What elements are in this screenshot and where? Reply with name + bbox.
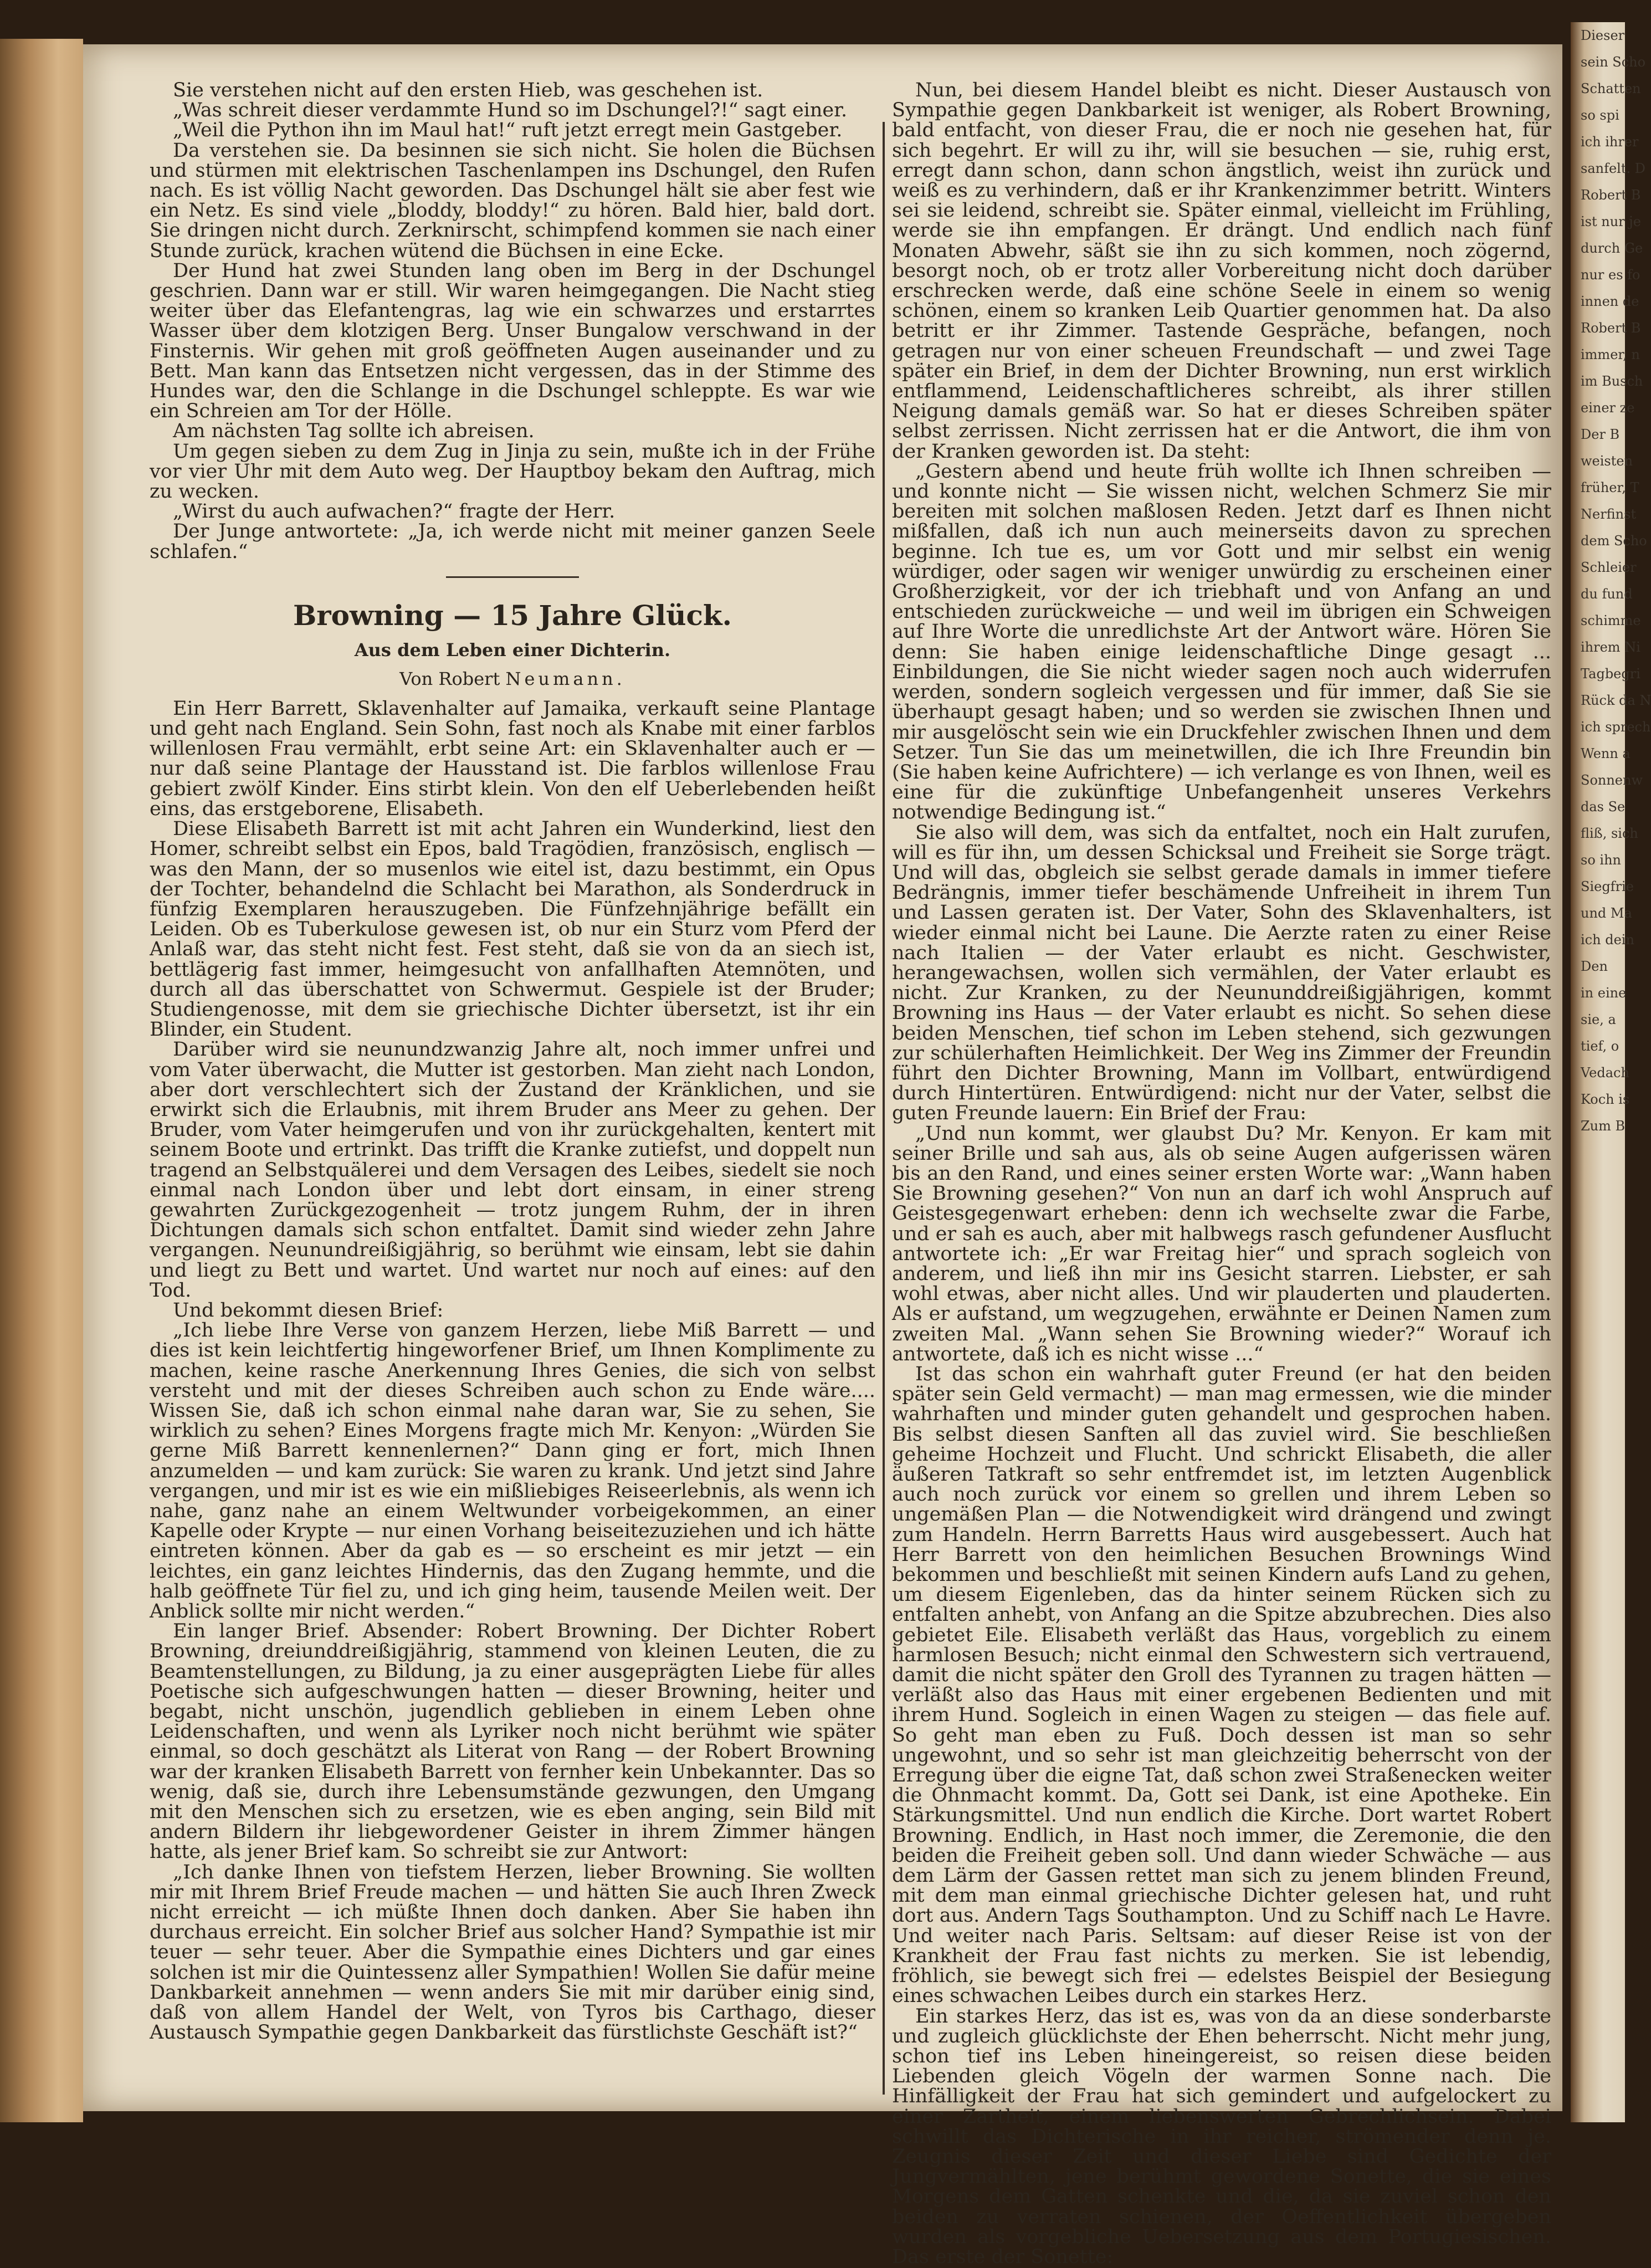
- next-page-text-fragment: ist nur je: [1581, 214, 1641, 229]
- paragraph: „Ich danke Ihnen von tiefstem Herzen, lieber Browning. Sie wollten mir mit Ihrem Brief Freude machen — und hätten Sie auch Ihren Zweck nicht erreicht — ich müßte Ihnen doch danken. Aber Sie haben ihn durchaus erreicht. Ein solcher Brief aus solcher Hand? Sympathie ist mir teuer — sehr teuer. Aber die Sympathie eines Dichters und gar eines solchen ist mir die Quintessenz aller Sympathien! Wollen Sie dafür meine Dankbarkeit annehmen — wenn anders Sie mit mir darüber einig sind, daß von allem Handel der Welt, von Tyros bis Carthago, dieser Austausch Sympathie gegen Dankbarkeit das fürstlichste Geschäft ist?“: [150, 1861, 875, 2044]
- next-page-text-fragment: schimme: [1581, 613, 1641, 628]
- next-page-text-fragment: immer, n: [1581, 347, 1640, 362]
- next-page-text-fragment: dem Scho: [1581, 533, 1647, 549]
- paragraph: „Und nun kommt, wer glaubst Du? Mr. Kenyon. Er kam mit seiner Brille und sah aus, als ob seine Augen aufgerissen wären bis an den Rand, und eines seiner ersten Worte war: „Wann haben Sie Browning gesehen?“ Von nun an darf ich wohl Anspruch auf Geistesgegenwart erheben: denn ich wechselte zwar die Farbe, und er sah es auch, aber mit halbwegs rasch gefundener Ausflucht antwortete ich: „Er war Freitag hier“ und sprach sogleich von anderem, und ließ ihn mir ins Gesicht starren. Liebster, er sah wohl etwas, aber nicht alles. Und wir plauderten und plauderten. Als er aufstand, um wegzugehen, erwähnte er Deinen Namen zum zweiten Mal. „Wann sehen Sie Browning wieder?“ Worauf ich antwortete, daß ich es nicht wisse ...“: [892, 1122, 1551, 1365]
- paragraph: Da verstehen sie. Da besinnen sie sich nicht. Sie holen die Büchsen und stürmen mit elektrischen Taschenlampen ins Dschungel, den Rufen nach. Es ist völlig Nacht geworden. Das Dschungel hält sie aber fest wie ein Netz. Es sind viele „bloddy, bloddy!“ zu hören. Bald hier, bald dort. Sie dringen nicht durch. Zerknirscht, schimpfend kommen sie nach einer Stunde zurück, krachen wütend die Büchsen in eine Ecke.: [150, 139, 875, 262]
- paragraph: Diese Elisabeth Barrett ist mit acht Jahren ein Wunderkind, liest den Homer, schreibt selbst ein Epos, bald Tragödien, französisch, englisch — was den Mann, der so musenlos wie eitel ist, dazu bestimmt, ein Opus der Tochter, behandelnd die Schlacht bei Marathon, als Sonderdruck in fünfzig Exemplaren herauszugeben. Die Fünfzehnjährige befällt ein Leiden. Ob es Tuberkulose gewesen ist, ob nur ein Sturz vom Pferd der Anlaß war, das steht nicht fest. Fest steht, daß sie von da an siech ist, bettlägerig fast immer, heimgesucht von anfallhaften Atemnöten, und durch all das überschattet von Schwermut. Gespiele ist der Bruder; Studiengenosse, mit dem sie griechische Dichter übersetzt, ist ihr ein Blinder, ein Student.: [150, 818, 875, 1041]
- paragraph: „Ich liebe Ihre Verse von ganzem Herzen, liebe Miß Barrett — und dies ist kein leichtfertig hingeworfener Brief, um Ihnen Komplimente zu machen, keine rasche Anerkennung Ihres Genies, die sich von selbst versteht und mit der dieses Schreiben auch schon zu Ende wäre.... Wissen Sie, daß ich schon einmal nahe daran war, Sie zu sehen, Sie wirklich zu sehen? Eines Morgens fragte mich Mr. Kenyon: „Würden Sie gerne Miß Barrett kennenlernen?“ Dann ging er fort, mich Ihnen anzumelden — und kam zurück: Sie waren zu krank. Und jetzt sind Jahre vergangen, und mir ist es wie ein mißliebiges Reiseerlebnis, als wenn ich nahe, ganz nahe an einem Weltwunder vorbeigekommen, an einer Kapelle oder Krypte — nur einen Vorhang beiseitezuziehen und ich hätte eintreten können. Aber da gab es — so erscheint es mir jetzt — ein leichtes, ein ganz leichtes Hindernis, das den Zugang hemmte, und die halb geöffnete Tür fiel zu, und ich ging heim, tausende Meilen weit. Der Anblick sollte mir nicht werden.“: [150, 1319, 875, 1623]
- paragraph: „Was schreit dieser verdammte Hund so im Dschungel?!“ sagt einer.: [173, 99, 848, 122]
- byline: [150, 665, 875, 692]
- paragraph: Ein Herr Barrett, Sklavenhalter auf Jamaika, verkauft seine Plantage und geht nach England. Sein Sohn, fast noch als Knabe mit einer farblos willenlosen Frau vermählt, erbt seine Art: ein Sklavenhalter auch er — nur daß seine Plantage der Hausstand ist. Die farblos willenlose Frau gebiert zwölf Kinder. Eins stirbt klein. Von den elf Ueberlebenden heißt eins, das erstgeborene, Elisabeth.: [150, 697, 875, 820]
- next-page-text-fragment: in eine: [1581, 985, 1627, 1001]
- paragraph: Ist das schon ein wahrhaft guter Freund (er hat den beiden später sein Geld vermacht) — man mag ermessen, wie die minder wahrhaften und minder guten gehandelt und gesprochen haben. Bis selbst diesen Sanften all das zuviel wird. Sie beschließen geheime Hochzeit und Flucht. Und schrickt Elisabeth, die aller äußeren Tatkraft so sehr entfremdet ist, im letzten Augenblick auch noch zurück vor einem so grellen und ihrem Leben so ungemäßen Plan — die Notwendigkeit wird drängend und zwingt zum Handeln. Herrn Barretts Haus wird ausgebessert. Auch hat Herr Barrett von den heimlichen Besuchen Brownings Wind bekommen und beschließt mit seinen Kindern aufs Land zu gehen, um diesem Eigenleben, das da hinter seinem Rücken sich zu entfalten anhebt, von Anfang an die Spitze abzubrechen. Dies also gebietet Eile. Elisabeth verläßt das Haus, vorgeblich zu einem harmlosen Besuch; nicht einmal den Schwestern sich vertrauend, damit die nicht später den Groll des Tyrannen zu tragen hätten — verläßt also das Haus mit einer ergebenen Bedienten und mit ihrem Hund. Sogleich in einen Wagen zu steigen — das fiele auf. So geht man eben zu Fuß. Doch dessen ist man so sehr ungewohnt, und so sehr ist man gleichzeitig beherrscht von der Erregung über die eigne Tat, daß schon zwei Straßenecken weiter die Ohnmacht kommt. Da, Gott sei Dank, ist eine Apotheke. Ein Stärkungsmittel. Und nun endlich die Kirche. Dort wartet Robert Browning. Endlich, in Hast noch immer, die Zeremonie, die den beiden die Freiheit geben soll. Und dann wieder Schwäche — aus dem Lärm der Gassen rettet man sich zu jenem blinden Freund, mit dem man einmal griechische Dichter gelesen hat, und ruht dort aus. Andern Tags Southampton. Und zu Schiff nach Le Havre. Und weiter nach Paris. Seltsam: auf dieser Reise ist von der Krankheit der Frau fast nichts zu merken. Sie ist lebendig, fröhlich, sie bewegt sich frei — edelstes Beispiel der Besiegung eines schwachen Leibes durch ein starkes Herz.: [892, 1363, 1551, 2008]
- next-page-text-fragment: Robert B: [1581, 187, 1641, 203]
- paragraph: „Wirst du auch aufwachen?“ fragte der Herr.: [173, 500, 616, 523]
- next-page-text-fragment: durch Ge: [1581, 240, 1643, 256]
- next-page-text-fragment: im Busch: [1581, 373, 1643, 389]
- next-page-text-fragment: fliß, sich: [1581, 826, 1638, 841]
- next-page-text-fragment: früher, T: [1581, 480, 1639, 495]
- article-body-right: [892, 80, 1551, 2267]
- paragraph: Ein langer Brief. Absender: Robert Browning. Der Dichter Robert Browning, dreiunddreißigjährig, stammend von kleinen Leuten, die zu Beamtenstellungen, zu Bildung, ja zu einer ausgeprägten Liebe für alles Poetische sich aufgeschwungen hatten — dieser Browning, heiter und begabt, nicht unschön, jugendlich geblieben in einem Leben ohne Leidenschaften, und wenn als Lyriker noch nicht berühmt wie später einmal, so doch geschätzt als Literat von Rang — der Robert Browning war der kranken Elisabeth Barrett von fernher kein Unbekannter. Das so wenig, daß sie, durch ihre Lebensumstände gezwungen, den Umgang mit den Menschen sich zu ersetzen, wie es eben anging, sein Bild mit andern Bildern ihr liebgewordener Geister in ihrem Zimmer hängen hatte, als jener Brief kam. So schreibt sie zur Antwort:: [150, 1620, 875, 1863]
- next-page-text-fragment: Tagbegri: [1581, 666, 1640, 682]
- next-page-text-fragment: so spi: [1581, 107, 1619, 123]
- paragraph: Nun, bei diesem Handel bleibt es nicht. Dieser Austausch von Sympathie gegen Dankbarkeit ist weniger, als Robert Browning, bald entfacht, von dieser Frau, die er noch nie gesehen hat, für sich begehrt. Er will zu ihr, will sie besuchen — sie, ruhig erst, erregt dann schon, dann schon ängstlich, weist ihn zurück und weiß es zu verhindern, daß er ihr Krankenzimmer betritt. Winters sei sie leidend, schreibt sie. Später einmal, vielleicht im Frühling, werde sie ihn empfangen. Er drängt. Und endlich nach fünf Monaten Abwehr, säßt sie ihn zu sich kommen, noch zögernd, besorgt noch, ob er trotz aller Vorbereitung nicht doch darüber erschrecken werde, daß eine schöne Seele in einem so wenig schönen, einem so kranken Leib Quartier genommen hat. Da also betritt er ihr Zimmer. Tastende Gespräche, befangen, noch getragen nur von einer scheuen Freundschaft — und zwei Tage später ein Brief, in dem der Dichter Browning, nun erst wirklich entflammend, Leidenschaftlicheres schreibt, als ihrer stillen Neigung damals gemäß war. So hat er dieses Schreiben später selbst zerrissen. Nicht zerrissen hat er die Antwort, die ihm von der Kranken geworden ist. Da steht:: [892, 79, 1551, 463]
- next-page-text-fragment: ihrem Ni: [1581, 639, 1640, 655]
- article-body-left: [150, 699, 875, 2043]
- book-spine: [0, 39, 83, 2122]
- next-page-edge: [1571, 22, 1651, 2122]
- next-page-text-fragment: Rück da N: [1581, 693, 1651, 708]
- paragraph: Der Hund hat zwei Stunden lang oben im Berg in der Dschungel geschrien. Dann war er still. Wir waren heimgegangen. Die Nacht stieg weiter über das Elefantengras, lag wie ein schwarzes und erstarrtes Wasser über dem klotzigen Berg. Unser Bungalow verschwand in der Finsternis. Wir gehen mit groß geöffneten Augen auseinander und zu Bett. Man kann das Entsetzen nicht vergessen, das in der Stimme des Hundes war, den die Schlange in die Dschungel schleppte. Es war wie ein Schreien am Tor der Hölle.: [150, 259, 875, 423]
- next-page-text-fragment: Der B: [1581, 427, 1620, 442]
- paragraph: Am nächsten Tag sollte ich abreisen.: [173, 420, 535, 443]
- section-separator: [446, 576, 579, 578]
- story-ending: [150, 80, 875, 562]
- next-page-text-fragment: ich sprech: [1581, 719, 1651, 735]
- paragraph: Sie verstehen nicht auf den ersten Hieb, was geschehen ist.: [173, 79, 763, 101]
- article-subtitle: Aus dem Leben einer Dichterin.: [354, 639, 671, 661]
- paragraph: „Weil die Python ihn im Maul hat!“ ruft jetzt erregt mein Gastgeber.: [173, 119, 843, 142]
- paragraph: Sie also will dem, was sich da entfaltet, noch ein Halt zurufen, will es für ihn, um dessen Schicksal und Freiheit sie Sorge trägt. Und will das, obgleich sie selbst gerade damals in immer tiefere Bedrängnis, immer tiefer beschämende Unfreiheit in ihrem Tun und Lassen geraten ist. Der Vater, Sohn des Sklavenhalters, ist wieder einmal nicht bei Laune. Die Aerzte raten zu einer Reise nach Italien — der Vater erlaubt es nicht. Geschwister, herangewachsen, wollen sich vermählen, der Vater erlaubt es nicht. Zur Kranken, zu der Neununddreißigjährigen, kommt Browning ins Haus — der Vater erlaubt es nicht. So sehen diese beiden Menschen, tief schon im Leben stehend, sich gezwungen zur schülerhaften Heimlichkeit. Der Weg ins Zimmer der Freundin führt den Dichter Browning, Mann im Vollbart, entwürdigend durch Hintertüren. Entwürdigend: nicht nur der Vater, selbst die guten Freunde lauern: Ein Brief der Frau:: [892, 821, 1551, 1125]
- byline-prefix: Von Robert: [399, 668, 500, 689]
- next-page-text-fragment: einer ze: [1581, 400, 1635, 416]
- paragraph: Darüber wird sie neunundzwanzig Jahre alt, noch immer unfrei und vom Vater überwacht, die Mutter ist gestorben. Man zieht nach London, aber dort verschlechtert sich der Zustand der Kränklichen, und sie erwirkt sich die Erlaubnis, mit ihrem Bruder ans Meer zu gehen. Der Bruder, vom Vater heimgerufen und von ihr zurückgehalten, kentert mit seinem Boote und ertrinkt. Das trifft die Kranke zutiefst, und doppelt nun tragend an Selbstquälerei und dem Versagen des Leibes, siedelt sie noch einmal nach London über und lebt dort einsam, in einer streng gewahrten Zurückgezogenheit — trotz jungem Ruhm, der in ihren Dichtungen damals sich schon entfaltet. Damit sind wieder zehn Jahre vergangen. Neunundreißigjährig, so berühmt wie einsam, lebt sie dahin und liegt zu Bett und wartet. Und wartet nur noch auf eines: auf den Tod.: [150, 1038, 875, 1302]
- next-page-text-fragment: ich ihrer: [1581, 134, 1639, 150]
- next-page-text-fragment: innen de: [1581, 294, 1639, 309]
- paragraph: Der Junge antwortete: „Ja, ich werde nicht mit meiner ganzen Seele schlafen.“: [150, 520, 875, 563]
- next-page-text-fragment: Koch is: [1581, 1092, 1630, 1107]
- next-page-text-fragment: weisten: [1581, 453, 1633, 469]
- paragraph: Ein starkes Herz, das ist es, was von da an diese sonderbarste und zugleich glücklichste der Ehen beherrscht. Nicht mehr jung, schon tief ins Leben hineingereist, so reisen diese beiden Liebenden gleich Vögeln der warmen Sonne nach. Die Hinfälligkeit der Frau hat sich gemindert und aufgelockert zu einer Zartheit, einem liebenswerten Gebrechlichsein. Dabei schwillt das Dichterische in ihr reicher, strömender denn je. Zeugnis dieser Zeit und dieser Liebe sind Gedichte der Jungvermählten, jene berühmt gewordene Sonette, die sie eines Morgens dem Gatten schenkte und die, da sie zuviel schon den beiden zu verraten schienen, der Oeffentlichkeit übergeben wurden als vorgebliche Uebersetzung aus dem Portugiesischen. Das erste der Sonette:: [892, 2005, 1551, 2268]
- next-page-text-fragment: Schatten: [1581, 81, 1641, 96]
- next-page-text-fragment: sein Scho: [1581, 54, 1646, 70]
- column-divider: [883, 122, 885, 2095]
- right-column: [892, 80, 1551, 2267]
- next-page-text-fragment: du fund: [1581, 586, 1633, 602]
- next-page-text-fragment: Zum B: [1581, 1118, 1626, 1134]
- next-page-text-fragment: Vedach: [1581, 1065, 1629, 1081]
- next-page-text-fragment: nur es fo: [1581, 267, 1640, 283]
- next-page-text-fragment: ich dein: [1581, 932, 1634, 948]
- next-page-text-fragment: sie, a: [1581, 1012, 1616, 1027]
- next-page-text-fragment: Siegfrie: [1581, 879, 1634, 894]
- next-page-text-fragment: Wenn a: [1581, 746, 1631, 761]
- next-page-text-fragment: sanfelt. D: [1581, 161, 1645, 176]
- paragraph: „Gestern abend und heute früh wollte ich Ihnen schreiben — und konnte nicht — Sie wissen nicht, welchen Schmerz Sie mir bereiten mit solchen maßlosen Reden. Jetzt darf es Ihnen nicht mißfallen, daß ich nun auch meinerseits davon zu sprechen beginne. Ich tue es, um vor Gott und mir selbst ein wenig würdiger, oder sagen wir weniger unwürdig zu erscheinen einer Großherzigkeit, vor der ich triebhaft und von Anfang an und entschieden zurückweiche — und weil im übrigen ein Schweigen auf Ihre Worte die unredlichste Art der Antwort wäre. Hören Sie denn: Sie haben einige leidenschaftliche Dinge gesagt ... Einbildungen, die Sie nicht wieder sagen noch auch widerrufen werden, sondern sogleich vergessen und für immer, daß Sie sie überhaupt gesagt haben; und so werden sie zwischen Ihnen und mir ausgelöscht sein wie ein Druckfehler zwischen Ihnen und dem Setzer. Tun Sie das um meinetwillen, die ich Ihre Freundin bin (Sie haben keine Aufrichtere) — ich verlange es von Ihnen, weil es eine für die zukünftige Unbefangenheit unseres Verkehrs notwendige Bedingung ist.“: [892, 460, 1551, 824]
- article-title: Browning — 15 Jahre Glück.: [293, 598, 732, 632]
- next-page-text-fragment: das Se: [1581, 799, 1626, 815]
- next-page-text-fragment: Dieser: [1581, 28, 1625, 43]
- next-page-text-fragment: Robert B: [1581, 320, 1641, 336]
- paragraph: Um gegen sieben zu dem Zug in Jinja zu sein, mußte ich in der Frühe vor vier Uhr mit dem Auto weg. Der Hauptboy bekam den Auftrag, mich zu wecken.: [150, 440, 875, 503]
- next-page-text-fragment: Den: [1581, 959, 1608, 974]
- next-page-text-fragment: und Ma: [1581, 905, 1632, 921]
- next-page-text-fragment: Schleier: [1581, 560, 1637, 575]
- left-column: [150, 80, 875, 2042]
- paragraph: Und bekommt diesen Brief:: [173, 1299, 444, 1322]
- byline-author: Neumann.: [505, 668, 625, 689]
- next-page-text-fragment: tief, o: [1581, 1038, 1619, 1054]
- next-page-text-fragment: Nerfinst: [1581, 506, 1637, 522]
- next-page-text-fragment: Sonnenw: [1581, 772, 1643, 788]
- next-page-text-fragment: so ihn: [1581, 852, 1621, 868]
